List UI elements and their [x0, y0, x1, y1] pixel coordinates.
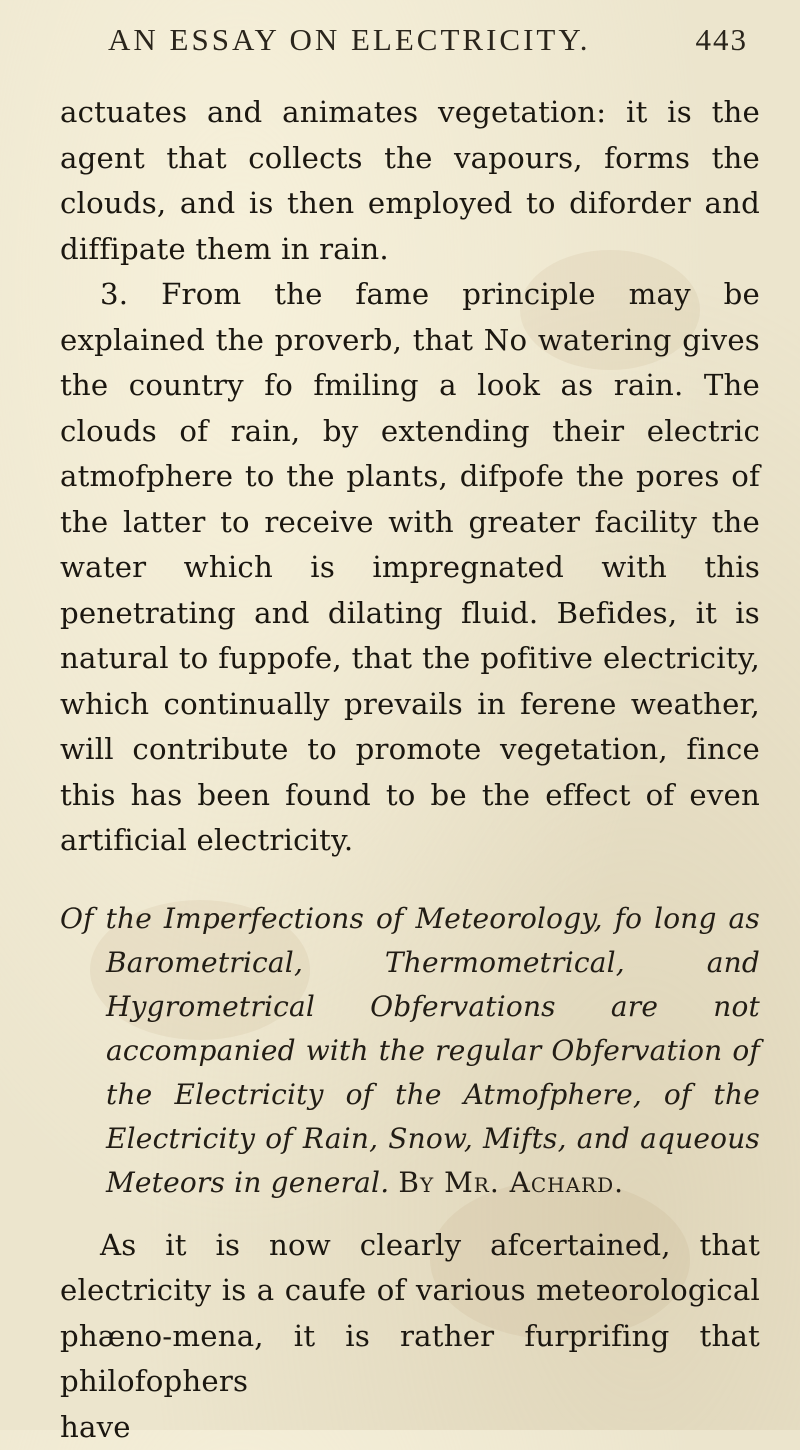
page-header: [108, 14, 748, 64]
section-heading-text: Of the Imperfections of Meteorology, fo long as Barometrical, Thermometrical, and Hygrometrical Obfervations are not accompanied with the regular Obfervation of the Electricity of the Atmofphere, of the Electricity of Rain, Snow, Mifts, and aqueous Meteors in general.: [60, 902, 760, 1199]
page-body: [60, 90, 760, 1450]
section-heading-author: By Mr. Achard.: [398, 1166, 624, 1199]
paragraph-proverb: 3. From the fame principle may be explained the proverb, that No watering gives the country fo fmiling a look as rain. The clouds of rain, by extending their electric atmofphere to the plants, difpofe the pores of the latter to receive with greater facility the water which is impregnated with this penetrating and dilating fluid. Befides, it is natural to fuppofe, that the pofitive electricity, which continually prevails in ferene weather, will contribute to promote vegetation, fince this has been found to be the effect of even artificial electricity.: [60, 272, 760, 864]
catchword: have: [60, 1405, 760, 1450]
paragraph-continuation: actuates and animates vegetation: it is the agent that collects the vapours, forms the clouds, and is then employed to diforder and diffipate them in rain.: [60, 90, 760, 272]
running-head: AN ESSAY ON ELECTRICITY.: [108, 22, 591, 58]
page-number: 443: [696, 22, 749, 58]
paragraph-achard: As it is now clearly afcertained, that electricity is a caufe of various meteorological phæno-mena, it is rather furprifing that philofophers: [60, 1223, 760, 1405]
section-gap: [60, 864, 760, 897]
section-gap: [60, 1205, 760, 1223]
section-heading: [60, 897, 760, 1205]
